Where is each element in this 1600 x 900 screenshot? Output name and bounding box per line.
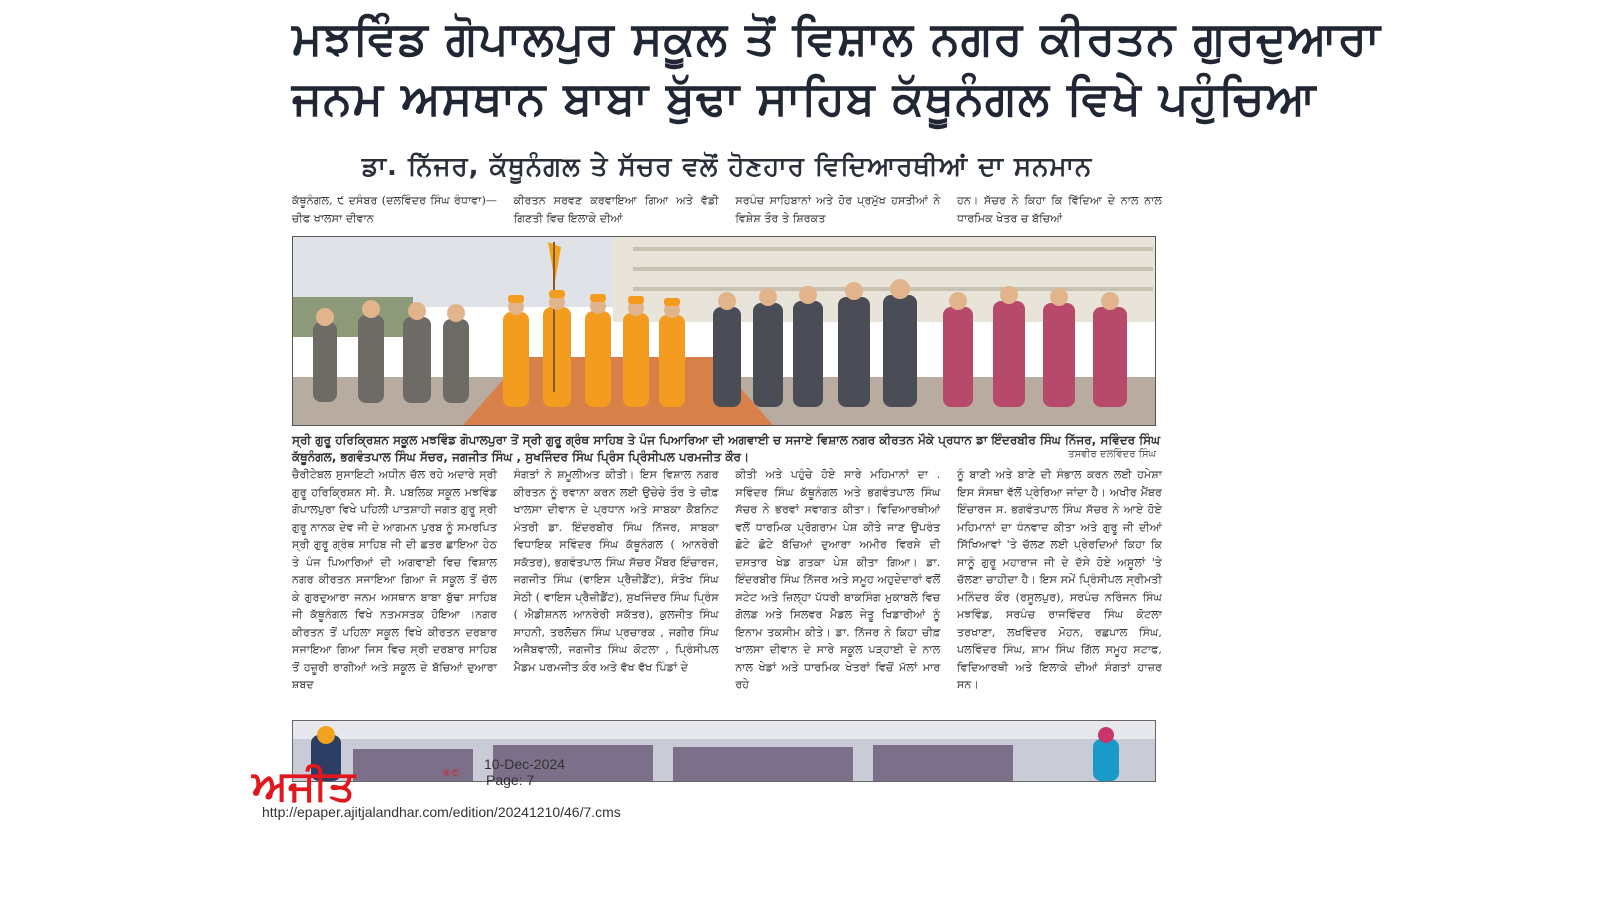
photo-caption: ਸ੍ਰੀ ਗੁਰੂ ਹਰਿਕ੍ਰਿਸ਼ਨ ਸਕੂਲ ਮਝਵਿੰਡ ਗੋਪਾਲਪੁਰਾ ਤੋਂ ਸ੍ਰੀ ਗੁਰੂ ਗ੍ਰੰਥ ਸਾਹਿਬ ਤੇ ਪੰਜ ਪਿਆਰਿਆ ਦੀ ਅਗਵਾਈ ਚ ਸਜਾਏ ਵਿਸ਼ਾਲ ਨਗਰ ਕੀਰਤਨ ਮੌਕੇ ਪ੍ਰਧਾਨ ਡਾ ਇੰਦਰਬੀਰ ਸਿੰਘ ਨਿੱਜਰ, ਸਵਿੰਦਰ ਸਿੰਘ ਕੱਥੂਨੰਗਲ, ਭਗਵੰਤਪਾਲ ਸਿੰਘ ਸੱਚਰ, ਜਗਜੀਤ ਸਿੰਘ , ਸੁਖਜਿੰਦਰ ਸਿੰਘ ਪ੍ਰਿੰਸ ਪ੍ਰਿੰਸੀਪਲ ਪਰਮਜੀਤ ਕੌਰ। [292,433,1161,464]
photo-credit: ਤਸਵੀਰ ਦਲਵਿੰਦਰ ਸਿੰਘ [1068,449,1156,460]
top-column-1: ਕੱਥੂਨੰਗਲ, ੯ ਦਸੰਬਰ (ਦਲਵਿੰਦਰ ਸਿੰਘ ਰੰਧਾਵਾ)—ਚੀਫ ਖਾਲਸਾ ਦੀਵਾਨ [292,194,497,225]
body-column-1: ਚੈਰੀਟੇਬਲ ਸੁਸਾਇਟੀ ਅਧੀਨ ਚੱਲ ਰਹੇ ਅਦਾਰੇ ਸ੍ਰੀ ਗੁਰੂ ਹਰਿਕ੍ਰਿਸ਼ਨ ਸੀ. ਸੈ. ਪਬਲਿਕ ਸਕੂਲ ਮਝਵਿੰਡ ਗੋਪਾਲਪੁਰਾ ਵਿਖੇ ਪਹਿਲੀ ਪਾਤਸ਼ਾਹੀ ਜਗਤ ਗੁਰੂ ਸ੍ਰੀ ਗੁਰੂ ਨਾਨਕ ਦੇਵ ਜੀ ਦੇ ਆਗਮਨ ਪੁਰਬ ਨੂੰ ਸਮਰਪਿਤ ਸ੍ਰੀ ਗੁਰੂ ਗ੍ਰੰਥ ਸਾਹਿਬ ਜੀ ਦੀ ਛਤਰ ਛਾਇਆ ਹੇਠ ਤੇ ਪੰਜ ਪਿਆਰਿਆਂ ਦੀ ਅਗਵਾਈ ਵਿਚ ਵਿਸ਼ਾਲ ਨਗਰ ਕੀਰਤਨ ਸਜਾਇਆ ਗਿਆ ਜੋ ਸਕੂਲ ਤੋਂ ਚੱਲ ਕੇ ਗੁਰਦੁਆਰਾ ਜਨਮ ਅਸਥਾਨ ਬਾਬਾ ਬੁੱਢਾ ਸਾਹਿਬ ਜੀ ਕੱਥੂਨੰਗਲ ਵਿਖੇ ਨਤਮਸਤਕ ਹੋਇਆ ।ਨਗਰ ਕੀਰਤਨ ਤੋਂ ਪਹਿਲਾ ਸਕੂਲ ਵਿਖੇ ਕੀਰਤਨ ਦਰਬਾਰ ਸਜਾਇਆ ਗਿਆ ਜਿਸ ਵਿਚ ਸ੍ਰੀ ਦਰਬਾਰ ਸਾਹਿਬ ਤੋਂ ਹਜ਼ੂਰੀ ਰਾਗੀਆਂ ਅਤੇ ਸਕੂਲ ਦੇ ਬੱਚਿਆਂ ਦੁਆਰਾ ਸ਼ਬਦ [292,468,497,691]
page-number: Page: 7 [486,772,535,788]
article-top-columns [292,192,1162,232]
registered-mark: ®© [442,769,460,779]
newspaper-clipping [292,0,1381,780]
edition-date: 10-Dec-2024 [484,756,565,772]
headline-line-1: ਮਝਵਿੰਡ ਗੋਪਾਲਪੁਰ ਸਕੂਲ ਤੋਂ ਵਿਸ਼ਾਲ ਨਗਰ ਕੀਰਤਨ ਗੁਰਦੁਆਰਾ [292,11,1381,65]
body-column-3: ਕੀਤੀ ਅਤੇ ਪਹੁੰਚੇ ਹੋਏ ਸਾਰੇ ਮਹਿਮਾਨਾਂ ਦਾ . ਸਵਿੰਦਰ ਸਿੰਘ ਕੱਥੂਨੰਗਲ ਅਤੇ ਭਗਵੰਤਪਾਲ ਸਿੰਘ ਸੱਚਰ ਨੇ ਭਰਵਾਂ ਸਵਾਗਤ ਕੀਤਾ। ਵਿਦਿਆਰਥੀਆਂ ਵਲੋਂ ਧਾਰਮਿਕ ਪ੍ਰੋਗਰਾਮ ਪੇਸ਼ ਕੀਤੇ ਜਾਣ ਉਪਰੰਤ ਛੋਟੇ ਛੋਟੇ ਬੱਚਿਆਂ ਦੁਆਰਾ ਅਮੀਰ ਵਿਰਸੇ ਦੀ ਦਸਤਾਰ ਖੇਡ ਗਤਕਾ ਪੇਸ਼ ਕੀਤਾ ਗਿਆ। ਡਾ. ਇੰਦਰਬੀਰ ਸਿੰਘ ਨਿੱਜਰ ਅਤੇ ਸਮੂਹ ਅਹੁਦੇਦਾਰਾਂ ਵਲੋਂ ਸਟੇਟ ਅਤੇ ਜ਼ਿਲ੍ਹਾ ਪੱਧਰੀ ਬਾਕਸਿੰਗ ਮੁਕਾਬਲੇ ਵਿਚ ਗੋਲਡ ਅਤੇ ਸਿਲਵਰ ਮੈਡਲ ਜੇਤੂ ਖਿਡਾਰੀਆਂ ਨੂੰ ਇਨਾਮ ਤਕਸੀਮ ਕੀਤੇ। ਡਾ. ਨਿੱਜਰ ਨੇ ਕਿਹਾ ਚੀਫ਼ ਖਾਲਸਾ ਦੀਵਾਨ ਦੇ ਸਾਰੇ ਸਕੂਲ ਪੜ੍ਹਾਈ ਦੇ ਨਾਲ ਨਾਲ ਖੇਡਾਂ ਅਤੇ ਧਾਰਮਿਕ ਖੇਤਰਾਂ ਵਿਚੋਂ ਮੱਲਾਂ ਮਾਰ ਰਹੇ [735,468,941,691]
edition-url[interactable]: http://epaper.ajitjalandhar.com/edition/20241210/46/7.cms [262,804,621,820]
body-column-4: ਨੂੰ ਬਾਣੀ ਅਤੇ ਬਾਣੇ ਦੀ ਸੰਭਾਲ ਕਰਨ ਲਈ ਹਮੇਸ਼ਾ ਇਸ ਸੰਸਥਾ ਵੱਲੋਂ ਪ੍ਰੇਰਿਆ ਜਾਂਦਾ ਹੈ। ਅਖੀਰ ਮੈਂਬਰ ਇੰਚਾਰਜ ਸ. ਭਗਵੰਤਪਾਲ ਸਿੰਘ ਸੱਚਰ ਨੇ ਆਏ ਹੋਏ ਮਹਿਮਾਨਾਂ ਦਾ ਧੰਨਵਾਦ ਕੀਤਾ ਅਤੇ ਗੁਰੂ ਜੀ ਦੀਆਂ ਸਿੱਖਿਆਵਾਂ 'ਤੇ ਚੱਲਣ ਲਈ ਪ੍ਰੇਰਦਿਆਂ ਕਿਹਾ ਕਿ ਸਾਨੂੰ ਗੁਰੂ ਮਹਾਰਾਜ ਜੀ ਦੇ ਦੱਸੇ ਹੋਏ ਅਸੂਲਾਂ 'ਤੇ ਚੱਲਣਾ ਚਾਹੀਦਾ ਹੈ। ਇਸ ਸਮੇਂ ਪ੍ਰਿੰਸੀਪਲ ਸ੍ਰੀਮਤੀ ਮਨਿੰਦਰ ਕੌਰ (ਰਸੂਲਪੁਰ), ਸਰਪੰਚ ਨਰਿੰਜਨ ਸਿੰਘ ਮਝਵਿੰਡ, ਸਰਪੰਚ ਰਾਜਵਿੰਦਰ ਸਿੰਘ ਕੋਟਲਾ ਤਰਖਾਣਾ, ਲਖਵਿੰਦਰ ਮੋਹਨ, ਰਛਪਾਲ ਸਿੰਘ, ਪਲਵਿੰਦਰ ਸਿੰਘ, ਸ਼ਾਮ ਸਿੰਘ ਗਿੱਲ ਸਮੂਹ ਸਟਾਫ, ਵਿਦਿਆਰਥੀ ਅਤੇ ਇਲਾਕੇ ਦੀਆਂ ਸੰਗਤਾਂ ਹਾਜ਼ਰ ਸਨ। [956,468,1162,691]
article-body-columns [292,466,1162,718]
top-column-2: ਕੀਰਤਨ ਸਰਵਣ ਕਰਵਾਇਆ ਗਿਆ ਅਤੇ ਵੱਡੀ ਗਿਣਤੀ ਵਿਚ ਇਲਾਕੇ ਦੀਆਂ [513,194,719,225]
procession-photo [292,236,1156,426]
headline-line-2: ਜਨਮ ਅਸਥਾਨ ਬਾਬਾ ਬੁੱਢਾ ਸਾਹਿਬ ਕੱਥੂਨੰਗਲ ਵਿਖੇ ਪਹੁੰਚਿਆ [292,71,1317,125]
top-column-3: ਸਰਪੰਚ ਸਾਹਿਬਾਨਾਂ ਅਤੇ ਹੋਰ ਪ੍ਰਮੁੱਖ ਹਸਤੀਆਂ ਨੇ ਵਿਸ਼ੇਸ਼ ਤੌਰ ਤੇ ਸ਼ਿਰਕਤ [735,194,941,225]
logo-text: ਅਜੀਤ [252,761,356,810]
subheadline: ਡਾ. ਨਿੱਜਰ, ਕੱਥੂਨੰਗਲ ਤੇ ਸੱਚਰ ਵਲੋਂ ਹੋਣਹਾਰ ਵਿਦਿਆਰਥੀਆਂ ਦਾ ਸਨਮਾਨ [361,152,1093,182]
body-column-2: ਸੰਗਤਾਂ ਨੇ ਸ਼ਮੂਲੀਅਤ ਕੀਤੀ। ਇਸ ਵਿਸ਼ਾਲ ਨਗਰ ਕੀਰਤਨ ਨੂੰ ਰਵਾਨਾ ਕਰਨ ਲਈ ਉਚੇਚੇ ਤੌਰ ਤੇ ਚੀਫ਼ ਖਾਲਸਾ ਦੀਵਾਨ ਦੇ ਪ੍ਰਧਾਨ ਅਤੇ ਸਾਬਕਾ ਕੈਬਨਿਟ ਮੰਤਰੀ ਡਾ. ਇੰਦਰਬੀਰ ਸਿੰਘ ਨਿੱਜਰ, ਸਾਬਕਾ ਵਿਧਾਇਕ ਸਵਿੰਦਰ ਸਿੰਘ ਕੱਥੂਨੰਗਲ ( ਆਨਰੇਰੀ ਸਕੱਤਰ), ਭਗਵੰਤਪਾਲ ਸਿੰਘ ਸੱਚਰ ਮੈਂਬਰ ਇੰਚਾਰਜ, ਜਗਜੀਤ ਸਿੰਘ (ਵਾਇਸ ਪ੍ਰੈਜ਼ੀਡੈਂਟ), ਸੰਤੋਖ ਸਿੰਘ ਸੇਠੀ ( ਵਾਇਸ ਪ੍ਰੈਜ਼ੀਡੈਂਟ), ਸੁਖਜਿੰਦਰ ਸਿੰਘ ਪ੍ਰਿੰਸ ( ਐਡੀਸ਼ਨਲ ਆਨਰੇਰੀ ਸਕੱਤਰ), ਕੁਲਜੀਤ ਸਿੰਘ ਸਾਹਨੀ, ਤਰਲੋਚਨ ਸਿੰਘ ਪ੍ਰਚਾਰਕ , ਜਗੀਰ ਸਿੰਘ ਅਜੈਬਵਾਲੀ, ਜਗਜੀਤ ਸਿੰਘ ਕੋਟਲਾ , ਪ੍ਰਿੰਸੀਪਲ ਮੈਡਮ ਪਰਮਜੀਤ ਕੌਰ ਅਤੇ ਵੱਖ ਵੱਖ ਪਿੰਡਾਂ ਦੇ [513,468,719,674]
top-column-4: ਹਨ। ਸੱਚਰ ਨੇ ਕਿਹਾ ਕਿ ਵਿੱਦਿਆ ਦੇ ਨਾਲ ਨਾਲ ਧਾਰਮਿਕ ਖੇਤਰ ਚ ਬੱਚਿਆਂ [956,194,1162,225]
